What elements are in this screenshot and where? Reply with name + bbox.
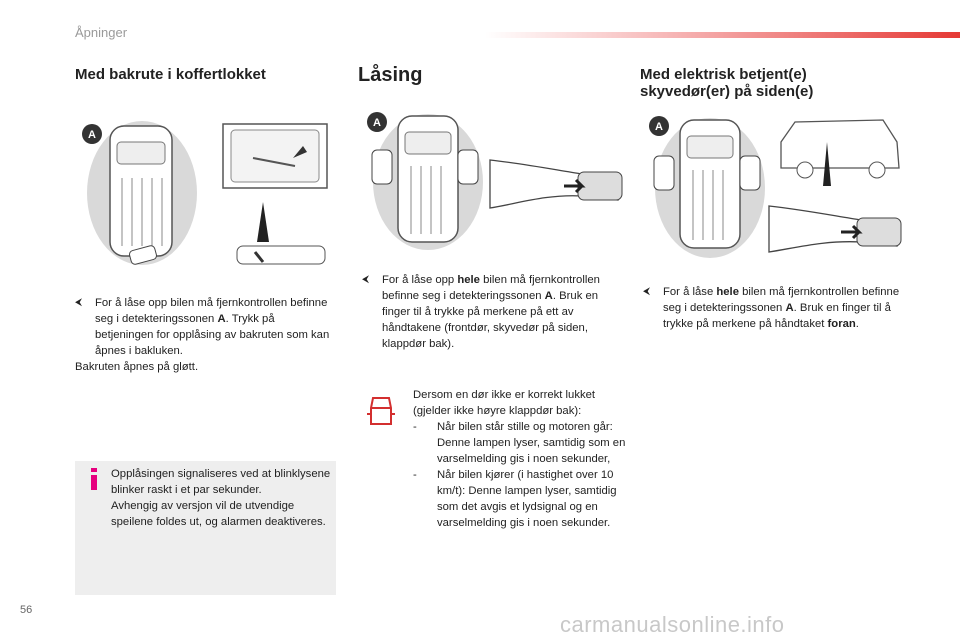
pointer-arrow-icon	[257, 202, 269, 242]
remote-key-icon	[654, 156, 674, 190]
info-note-text: Opplåsingen signaliseres ved at blinklysene blinker raskt i et par sekunder. Avhengig av versjon vil de utvendige speilene foldes ut, og alarmen deaktiveres.	[111, 468, 331, 528]
heading-rear-window: Med bakrute i koffertlokket	[75, 66, 266, 83]
illustration-car-zone-right	[648, 112, 768, 264]
illustration-rear-window	[215, 118, 335, 278]
heading-electric-sliding-door: Med elektrisk betjent(e) skyvedør(er) på siden(e)	[640, 66, 814, 100]
page-number: 56	[20, 604, 33, 616]
right-bullet: ⮜ For å låse hele bilen må fjernkontrollen befinne seg i detekteringssonen A. Bruk en finger til å trykke på merkene på håndtaket foran.	[643, 286, 900, 330]
illustration-car-zone-left	[80, 118, 200, 278]
zone-a-label: A	[373, 117, 381, 129]
zone-a-label: A	[655, 121, 663, 133]
left-after-text: Bakruten åpnes på gløtt.	[75, 361, 199, 373]
arrow-bullet-icon: ⮜	[362, 274, 370, 285]
arrow-bullet-icon: ⮜	[643, 286, 651, 297]
illustration-car-zone-middle	[366, 110, 486, 260]
van-side-icon	[781, 120, 899, 168]
remote-key-icon	[372, 150, 392, 184]
zone-a-label: A	[88, 129, 96, 141]
remote-key-icon	[740, 156, 760, 190]
remote-key-icon	[458, 150, 478, 184]
heading-locking: Låsing	[358, 64, 423, 86]
section-header: Åpninger	[75, 25, 128, 40]
illustration-van-side	[775, 112, 905, 192]
watermark: carmanualsonline.info	[560, 612, 785, 637]
door-warning-icon	[367, 394, 395, 428]
middle-bullet: ⮜ For å låse opp hele bilen må fjernkontrollen befinne seg i detekteringssonen A. Bruk en finger til å trykke på merkene på ett av håndtakene (frontdør, skyvedør på siden, klappdør bak).	[362, 274, 600, 350]
illustration-hand-handle-right	[765, 198, 905, 260]
header-accent-bar	[485, 32, 960, 38]
info-icon	[86, 468, 102, 490]
illustration-hand-handle-middle	[486, 150, 626, 220]
left-bullet: ⮜ For å låse opp bilen må fjernkontrollen befinne seg i detekteringssonen A. Trykk på betjeningen for opplåsing av bakruten som kan åpnes i bakluken. Bakruten åpnes på gløtt.	[75, 295, 335, 375]
warning-text: Dersom en dør ikke er korrekt lukket (gjelder ikke høyre klappdør bak): - Når bilen står stille og motoren går: Denne lampen lyser, samtidig som en varselmelding gis i noen sekunder, - Når bilen kjører (i hastighet over 10 km/t): Denne lampen lyser, samtidig som det avgis et lydsignal og en varselmelding gis i noen sekunder.	[413, 389, 626, 529]
arrow-bullet-icon: ⮜	[75, 297, 83, 308]
